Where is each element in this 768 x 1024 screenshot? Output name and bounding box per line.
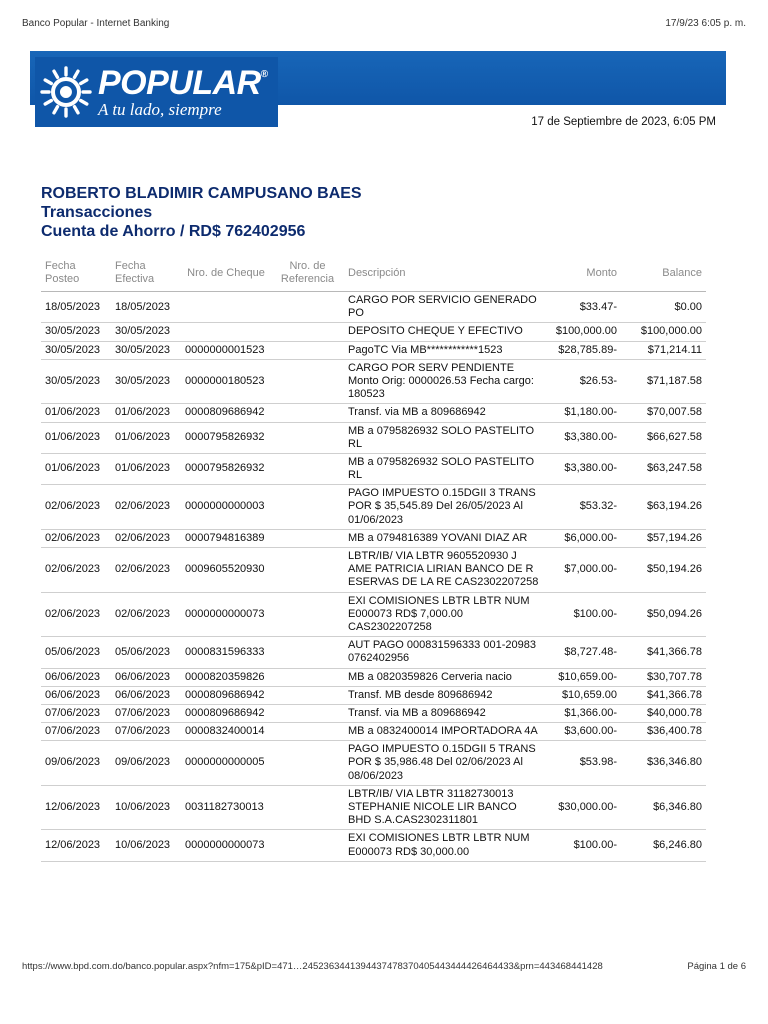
cell-descripcion: MB a 0820359826 Cerveria nacio bbox=[344, 668, 544, 686]
account-holder: ROBERTO BLADIMIR CAMPUSANO BAES bbox=[41, 185, 362, 202]
cell-descripcion: CARGO POR SERV PENDIENTE Monto Orig: 0000026.53 Fecha cargo: 180523 bbox=[344, 359, 544, 404]
cell-descripcion: EXI COMISIONES LBTR LBTR NUM E000073 RD$ 7,000.00 CAS2302207258 bbox=[344, 592, 544, 637]
cell-balance: $0.00 bbox=[621, 292, 706, 323]
logo-slogan: A tu lado, siempre bbox=[98, 100, 222, 119]
cell-fecha-posteo: 02/06/2023 bbox=[41, 548, 111, 593]
cell-nro-referencia bbox=[271, 529, 344, 547]
cell-fecha-efectiva: 09/06/2023 bbox=[111, 741, 181, 786]
cell-descripcion: DEPOSITO CHEQUE Y EFECTIVO bbox=[344, 323, 544, 341]
cell-nro-cheque: 0000820359826 bbox=[181, 668, 271, 686]
cell-fecha-efectiva: 18/05/2023 bbox=[111, 292, 181, 323]
cell-balance: $63,194.26 bbox=[621, 485, 706, 530]
cell-balance: $36,346.80 bbox=[621, 741, 706, 786]
cell-balance: $70,007.58 bbox=[621, 404, 706, 422]
cell-monto: $26.53- bbox=[544, 359, 621, 404]
cell-nro-cheque: 0000795826932 bbox=[181, 453, 271, 484]
section-title: Transacciones bbox=[41, 204, 153, 221]
footer-url: https://www.bpd.com.do/banco.popular.aspx?nfm=175&pID=471…2452363441394437478370405443444426464433&prn=443468441428 bbox=[22, 961, 603, 972]
cell-nro-referencia bbox=[271, 592, 344, 637]
cell-descripcion: CARGO POR SERVICIO GENERADO PO bbox=[344, 292, 544, 323]
cell-descripcion: PAGO IMPUESTO 0.15DGII 3 TRANS POR $ 35,545.89 Del 26/05/2023 Al 01/06/2023 bbox=[344, 485, 544, 530]
table-row bbox=[41, 741, 706, 786]
cell-fecha-posteo: 12/06/2023 bbox=[41, 785, 111, 830]
cell-fecha-posteo: 06/06/2023 bbox=[41, 686, 111, 704]
cell-fecha-posteo: 07/06/2023 bbox=[41, 704, 111, 722]
cell-monto: $28,785.89- bbox=[544, 341, 621, 359]
cell-descripcion: MB a 0832400014 IMPORTADORA 4A bbox=[344, 723, 544, 741]
table-row bbox=[41, 529, 706, 547]
cell-monto: $6,000.00- bbox=[544, 529, 621, 547]
cell-nro-referencia bbox=[271, 548, 344, 593]
cell-nro-referencia bbox=[271, 485, 344, 530]
cell-descripcion: Transf. MB desde 809686942 bbox=[344, 686, 544, 704]
table-row bbox=[41, 453, 706, 484]
cell-fecha-efectiva: 01/06/2023 bbox=[111, 453, 181, 484]
cell-descripcion: Transf. via MB a 809686942 bbox=[344, 404, 544, 422]
cell-fecha-posteo: 01/06/2023 bbox=[41, 453, 111, 484]
print-title: Banco Popular - Internet Banking bbox=[22, 18, 170, 29]
cell-balance: $6,246.80 bbox=[621, 830, 706, 861]
cell-monto: $8,727.48- bbox=[544, 637, 621, 668]
cell-fecha-posteo: 06/06/2023 bbox=[41, 668, 111, 686]
cell-monto: $1,366.00- bbox=[544, 704, 621, 722]
cell-monto: $3,380.00- bbox=[544, 422, 621, 453]
table-row bbox=[41, 592, 706, 637]
cell-monto: $3,380.00- bbox=[544, 453, 621, 484]
cell-descripcion: PagoTC Via MB************1523 bbox=[344, 341, 544, 359]
logo-text bbox=[98, 66, 268, 118]
header-balance: Balance bbox=[621, 255, 706, 292]
cell-fecha-efectiva: 06/06/2023 bbox=[111, 686, 181, 704]
cell-fecha-posteo: 30/05/2023 bbox=[41, 341, 111, 359]
cell-nro-cheque: 0000000000003 bbox=[181, 485, 271, 530]
cell-monto: $100,000.00 bbox=[544, 323, 621, 341]
cell-monto: $10,659.00 bbox=[544, 686, 621, 704]
header-nro-cheque: Nro. de Cheque bbox=[181, 255, 271, 292]
cell-nro-cheque bbox=[181, 323, 271, 341]
cell-nro-cheque: 0000000000073 bbox=[181, 830, 271, 861]
print-datetime: 17/9/23 6:05 p. m. bbox=[665, 18, 746, 29]
cell-fecha-efectiva: 10/06/2023 bbox=[111, 830, 181, 861]
cell-fecha-efectiva: 30/05/2023 bbox=[111, 323, 181, 341]
cell-monto: $3,600.00- bbox=[544, 723, 621, 741]
cell-balance: $41,366.78 bbox=[621, 686, 706, 704]
cell-nro-cheque: 0000809686942 bbox=[181, 404, 271, 422]
cell-nro-referencia bbox=[271, 704, 344, 722]
cell-balance: $41,366.78 bbox=[621, 637, 706, 668]
table-row bbox=[41, 830, 706, 861]
cell-nro-cheque: 0000832400014 bbox=[181, 723, 271, 741]
cell-monto: $7,000.00- bbox=[544, 548, 621, 593]
cell-descripcion: LBTR/IB/ VIA LBTR 31182730013 STEPHANIE NICOLE LIR BANCO BHD S.A.CAS2302311801 bbox=[344, 785, 544, 830]
table-row bbox=[41, 704, 706, 722]
cell-fecha-posteo: 01/06/2023 bbox=[41, 422, 111, 453]
table-row bbox=[41, 422, 706, 453]
cell-nro-cheque: 0000809686942 bbox=[181, 704, 271, 722]
cell-descripcion: Transf. via MB a 809686942 bbox=[344, 704, 544, 722]
cell-nro-cheque bbox=[181, 292, 271, 323]
cell-nro-referencia bbox=[271, 359, 344, 404]
cell-nro-cheque: 0000809686942 bbox=[181, 686, 271, 704]
table-row bbox=[41, 668, 706, 686]
cell-nro-cheque: 0000795826932 bbox=[181, 422, 271, 453]
cell-nro-referencia bbox=[271, 785, 344, 830]
cell-descripcion: EXI COMISIONES LBTR LBTR NUM E000073 RD$ 30,000.00 bbox=[344, 830, 544, 861]
cell-balance: $40,000.78 bbox=[621, 704, 706, 722]
cell-nro-referencia bbox=[271, 453, 344, 484]
logo-word: POPULAR® bbox=[98, 64, 268, 102]
cell-monto: $30,000.00- bbox=[544, 785, 621, 830]
cell-fecha-efectiva: 02/06/2023 bbox=[111, 548, 181, 593]
header-descripcion: Descripción bbox=[344, 255, 544, 292]
cell-fecha-posteo: 02/06/2023 bbox=[41, 485, 111, 530]
cell-balance: $100,000.00 bbox=[621, 323, 706, 341]
cell-balance: $50,194.26 bbox=[621, 548, 706, 593]
cell-nro-cheque: 0000000001523 bbox=[181, 341, 271, 359]
cell-nro-referencia bbox=[271, 404, 344, 422]
cell-nro-cheque: 0000794816389 bbox=[181, 529, 271, 547]
cell-nro-referencia bbox=[271, 323, 344, 341]
footer-page: Página 1 de 6 bbox=[687, 961, 746, 972]
transactions-body bbox=[41, 292, 706, 862]
table-row bbox=[41, 723, 706, 741]
cell-fecha-efectiva: 07/06/2023 bbox=[111, 704, 181, 722]
cell-monto: $1,180.00- bbox=[544, 404, 621, 422]
cell-monto: $53.98- bbox=[544, 741, 621, 786]
cell-fecha-posteo: 07/06/2023 bbox=[41, 723, 111, 741]
cell-balance: $36,400.78 bbox=[621, 723, 706, 741]
cell-fecha-posteo: 02/06/2023 bbox=[41, 592, 111, 637]
cell-fecha-efectiva: 02/06/2023 bbox=[111, 529, 181, 547]
cell-fecha-posteo: 09/06/2023 bbox=[41, 741, 111, 786]
sun-logo-icon bbox=[40, 66, 92, 118]
header-fecha-posteo: Fecha Posteo bbox=[41, 255, 111, 292]
cell-nro-cheque: 0000831596333 bbox=[181, 637, 271, 668]
cell-nro-cheque: 0009605520930 bbox=[181, 548, 271, 593]
cell-balance: $71,214.11 bbox=[621, 341, 706, 359]
cell-monto: $10,659.00- bbox=[544, 668, 621, 686]
table-row bbox=[41, 359, 706, 404]
report-date: 17 de Septiembre de 2023, 6:05 PM bbox=[531, 116, 716, 128]
cell-balance: $63,247.58 bbox=[621, 453, 706, 484]
cell-fecha-posteo: 12/06/2023 bbox=[41, 830, 111, 861]
cell-fecha-efectiva: 30/05/2023 bbox=[111, 359, 181, 404]
cell-nro-referencia bbox=[271, 723, 344, 741]
cell-descripcion: LBTR/IB/ VIA LBTR 9605520930 J AME PATRICIA LIRIAN BANCO DE R ESERVAS DE LA RE CAS2302207258 bbox=[344, 548, 544, 593]
header-nro-referencia: Nro. de Referencia bbox=[271, 255, 344, 292]
cell-nro-referencia bbox=[271, 637, 344, 668]
cell-fecha-posteo: 18/05/2023 bbox=[41, 292, 111, 323]
table-row bbox=[41, 548, 706, 593]
cell-descripcion: MB a 0795826932 SOLO PASTELITO RL bbox=[344, 422, 544, 453]
cell-monto: $33.47- bbox=[544, 292, 621, 323]
cell-nro-referencia bbox=[271, 686, 344, 704]
cell-fecha-efectiva: 02/06/2023 bbox=[111, 592, 181, 637]
cell-balance: $57,194.26 bbox=[621, 529, 706, 547]
cell-fecha-posteo: 01/06/2023 bbox=[41, 404, 111, 422]
cell-nro-referencia bbox=[271, 830, 344, 861]
table-row bbox=[41, 637, 706, 668]
table-row bbox=[41, 686, 706, 704]
header-fecha-efectiva: Fecha Efectiva bbox=[111, 255, 181, 292]
print-header bbox=[22, 18, 746, 29]
cell-fecha-posteo: 30/05/2023 bbox=[41, 359, 111, 404]
cell-fecha-efectiva: 07/06/2023 bbox=[111, 723, 181, 741]
account-description: Cuenta de Ahorro / RD$ 762402956 bbox=[41, 223, 306, 240]
cell-monto: $100.00- bbox=[544, 592, 621, 637]
cell-nro-referencia bbox=[271, 341, 344, 359]
cell-fecha-posteo: 02/06/2023 bbox=[41, 529, 111, 547]
cell-nro-referencia bbox=[271, 741, 344, 786]
cell-descripcion: AUT PAGO 000831596333 001-20983 0762402956 bbox=[344, 637, 544, 668]
table-header-row bbox=[41, 255, 706, 292]
cell-nro-referencia bbox=[271, 668, 344, 686]
cell-balance: $66,627.58 bbox=[621, 422, 706, 453]
cell-fecha-efectiva: 01/06/2023 bbox=[111, 404, 181, 422]
cell-fecha-posteo: 05/06/2023 bbox=[41, 637, 111, 668]
table-row bbox=[41, 341, 706, 359]
cell-fecha-efectiva: 05/06/2023 bbox=[111, 637, 181, 668]
cell-fecha-efectiva: 30/05/2023 bbox=[111, 341, 181, 359]
header-monto: Monto bbox=[544, 255, 621, 292]
cell-nro-referencia bbox=[271, 292, 344, 323]
cell-fecha-efectiva: 01/06/2023 bbox=[111, 422, 181, 453]
popular-logo[interactable] bbox=[35, 57, 278, 127]
account-titles bbox=[41, 185, 362, 241]
cell-fecha-efectiva: 02/06/2023 bbox=[111, 485, 181, 530]
cell-descripcion: MB a 0795826932 SOLO PASTELITO RL bbox=[344, 453, 544, 484]
cell-nro-referencia bbox=[271, 422, 344, 453]
table-row bbox=[41, 785, 706, 830]
cell-nro-cheque: 0000000000005 bbox=[181, 741, 271, 786]
cell-fecha-posteo: 30/05/2023 bbox=[41, 323, 111, 341]
cell-balance: $50,094.26 bbox=[621, 592, 706, 637]
cell-descripcion: PAGO IMPUESTO 0.15DGII 5 TRANS POR $ 35,986.48 Del 02/06/2023 Al 08/06/2023 bbox=[344, 741, 544, 786]
print-footer bbox=[22, 961, 746, 972]
cell-monto: $53.32- bbox=[544, 485, 621, 530]
cell-balance: $6,346.80 bbox=[621, 785, 706, 830]
table-row bbox=[41, 292, 706, 323]
cell-descripcion: MB a 0794816389 YOVANI DIAZ AR bbox=[344, 529, 544, 547]
transactions-table bbox=[41, 255, 706, 862]
cell-nro-cheque: 0000000180523 bbox=[181, 359, 271, 404]
table-row bbox=[41, 485, 706, 530]
cell-nro-cheque: 0000000000073 bbox=[181, 592, 271, 637]
cell-monto: $100.00- bbox=[544, 830, 621, 861]
table-row bbox=[41, 404, 706, 422]
cell-fecha-efectiva: 06/06/2023 bbox=[111, 668, 181, 686]
cell-balance: $30,707.78 bbox=[621, 668, 706, 686]
cell-fecha-efectiva: 10/06/2023 bbox=[111, 785, 181, 830]
cell-balance: $71,187.58 bbox=[621, 359, 706, 404]
cell-nro-cheque: 0031182730013 bbox=[181, 785, 271, 830]
table-row bbox=[41, 323, 706, 341]
